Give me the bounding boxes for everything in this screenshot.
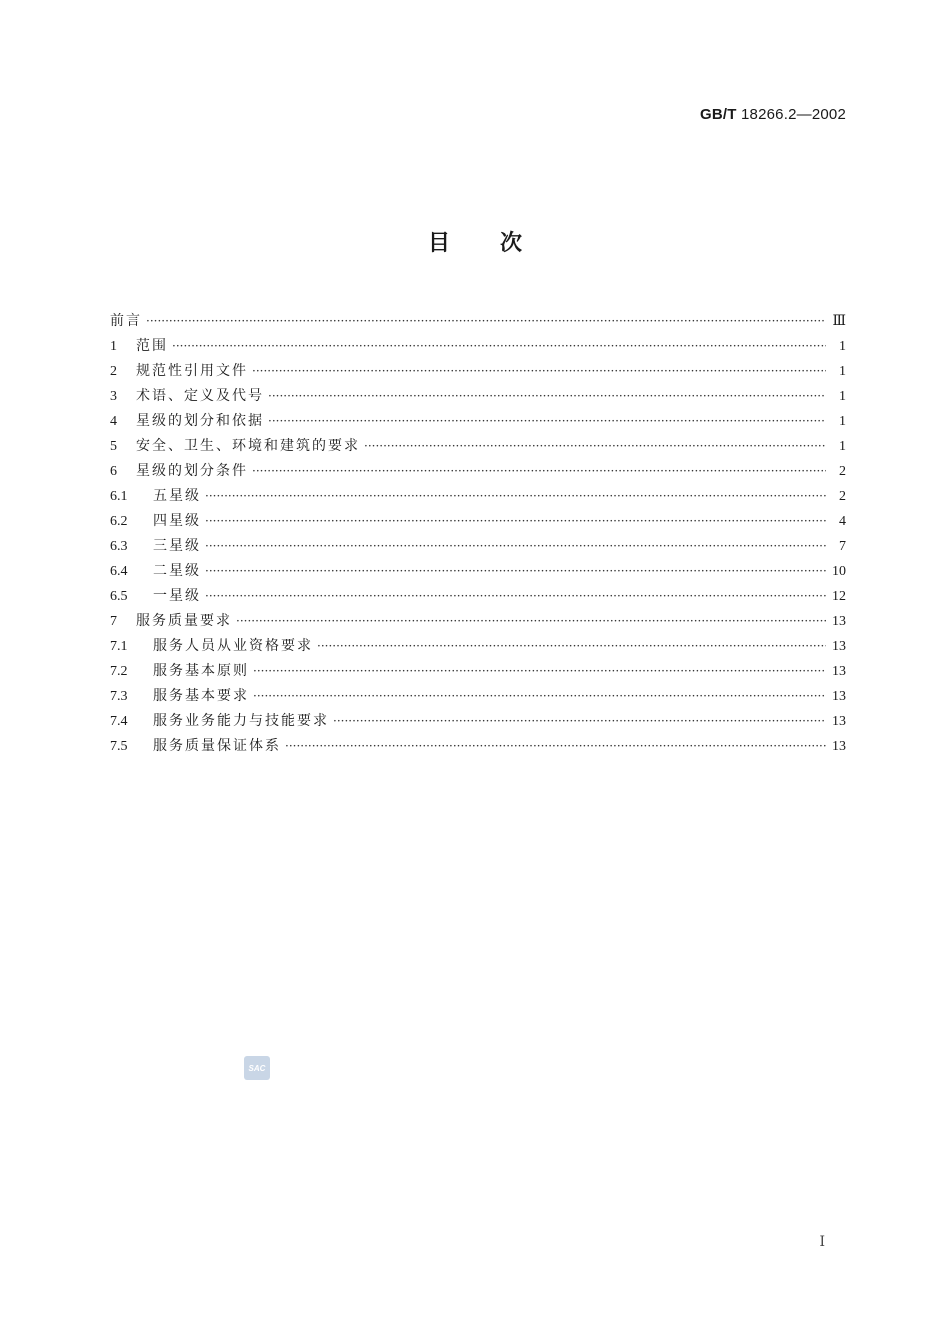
toc-entry-title: 安全、卫生、环境和建筑的要求 xyxy=(136,438,360,454)
toc-entry-number: 1 xyxy=(110,339,117,354)
toc-entry-page: 4 xyxy=(839,514,846,529)
toc-entry[interactable] xyxy=(110,534,846,559)
toc-entry[interactable] xyxy=(110,384,846,409)
toc-entry-title: 一星级 xyxy=(153,588,201,604)
sac-watermark-text: SAC xyxy=(248,1064,266,1073)
toc-entry-title: 二星级 xyxy=(153,563,201,579)
toc-entry-number: 6.3 xyxy=(110,539,128,554)
toc-entry-title: 星级的划分条件 xyxy=(136,463,248,479)
toc-dot-leader xyxy=(268,384,826,409)
toc-entry[interactable] xyxy=(110,309,846,334)
toc-entry-title: 四星级 xyxy=(153,513,201,529)
toc-entry-page: 2 xyxy=(839,464,846,479)
toc-entry[interactable] xyxy=(110,434,846,459)
toc-entry-title: 星级的划分和依据 xyxy=(136,413,264,429)
toc-entry[interactable] xyxy=(110,359,846,384)
toc-entry[interactable] xyxy=(110,334,846,359)
toc-entry[interactable] xyxy=(110,459,846,484)
toc-entry-page: 1 xyxy=(839,414,846,429)
toc-entry[interactable] xyxy=(110,684,846,709)
toc-entry[interactable] xyxy=(110,409,846,434)
toc-entry[interactable] xyxy=(110,709,846,734)
toc-dot-leader xyxy=(253,684,826,709)
toc-entry-page: 13 xyxy=(832,714,846,729)
sac-watermark-logo xyxy=(244,1056,270,1080)
table-of-contents xyxy=(110,309,846,759)
standard-code-number: 18266.2—2002 xyxy=(741,106,846,123)
toc-entry-page: 1 xyxy=(839,439,846,454)
toc-dot-leader xyxy=(285,734,826,759)
toc-entry-page: 7 xyxy=(839,539,846,554)
toc-dot-leader xyxy=(205,534,826,559)
toc-dot-leader xyxy=(252,459,826,484)
toc-title: 目次 xyxy=(427,231,572,256)
page-number: Ⅰ xyxy=(819,1235,825,1250)
toc-dot-leader xyxy=(253,659,826,684)
toc-entry[interactable] xyxy=(110,584,846,609)
toc-dot-leader xyxy=(172,334,826,359)
toc-entry-title: 服务质量要求 xyxy=(136,613,232,629)
toc-entry-number: 5 xyxy=(110,439,117,454)
toc-dot-leader xyxy=(268,409,826,434)
toc-entry-number: 6.2 xyxy=(110,514,128,529)
standard-code-prefix: GB/T xyxy=(699,106,737,123)
toc-entry-page: 13 xyxy=(832,664,846,679)
toc-entry-title: 三星级 xyxy=(153,538,201,554)
toc-entry-title: 前言 xyxy=(110,313,142,329)
toc-entry[interactable] xyxy=(110,509,846,534)
toc-entry-number: 4 xyxy=(110,414,117,429)
toc-dot-leader xyxy=(146,309,826,334)
toc-entry-number: 7.3 xyxy=(110,689,128,704)
toc-entry-number: 6.5 xyxy=(110,589,128,604)
toc-entry-number: 2 xyxy=(110,364,117,379)
toc-entry[interactable] xyxy=(110,659,846,684)
toc-dot-leader xyxy=(333,709,826,734)
toc-dot-leader xyxy=(205,509,826,534)
toc-entry-number: 6 xyxy=(110,464,117,479)
toc-entry-title: 服务基本要求 xyxy=(153,688,249,704)
toc-entry-page: 12 xyxy=(832,589,846,604)
toc-entry-page: Ⅲ xyxy=(832,314,846,329)
toc-dot-leader xyxy=(252,359,826,384)
toc-dot-leader xyxy=(205,484,826,509)
toc-entry-title: 范围 xyxy=(136,338,168,354)
toc-entry-number: 7.2 xyxy=(110,664,128,679)
toc-entry-number: 6.4 xyxy=(110,564,128,579)
toc-entry[interactable] xyxy=(110,634,846,659)
toc-entry-title: 服务业务能力与技能要求 xyxy=(153,713,329,729)
toc-entry-page: 13 xyxy=(832,689,846,704)
standard-code xyxy=(700,106,846,123)
toc-entry-page: 1 xyxy=(839,389,846,404)
toc-entry-title: 服务人员从业资格要求 xyxy=(153,638,313,654)
toc-entry[interactable] xyxy=(110,559,846,584)
toc-entry-title: 五星级 xyxy=(153,488,201,504)
toc-entry-page: 2 xyxy=(839,489,846,504)
toc-entry-title: 规范性引用文件 xyxy=(136,363,248,379)
toc-entry-page: 1 xyxy=(839,364,846,379)
toc-dot-leader xyxy=(236,609,826,634)
toc-entry-page: 1 xyxy=(839,339,846,354)
toc-entry[interactable] xyxy=(110,484,846,509)
toc-entry-number: 7.4 xyxy=(110,714,128,729)
toc-entry-number: 6.1 xyxy=(110,489,128,504)
toc-dot-leader xyxy=(317,634,826,659)
toc-entry-page: 13 xyxy=(832,739,846,754)
toc-dot-leader xyxy=(205,559,826,584)
toc-entry[interactable] xyxy=(110,609,846,634)
toc-dot-leader xyxy=(205,584,826,609)
toc-entry-title: 服务基本原则 xyxy=(153,663,249,679)
toc-dot-leader xyxy=(364,434,826,459)
toc-entry-title: 术语、定义及代号 xyxy=(136,388,264,404)
toc-entry-page: 10 xyxy=(832,564,846,579)
toc-entry-page: 13 xyxy=(832,639,846,654)
toc-entry-number: 7.1 xyxy=(110,639,128,654)
toc-entry[interactable] xyxy=(110,734,846,759)
toc-entry-page: 13 xyxy=(832,614,846,629)
toc-entry-number: 7.5 xyxy=(110,739,128,754)
toc-entry-number: 3 xyxy=(110,389,117,404)
toc-entry-number: 7 xyxy=(110,614,117,629)
toc-entry-title: 服务质量保证体系 xyxy=(153,738,281,754)
